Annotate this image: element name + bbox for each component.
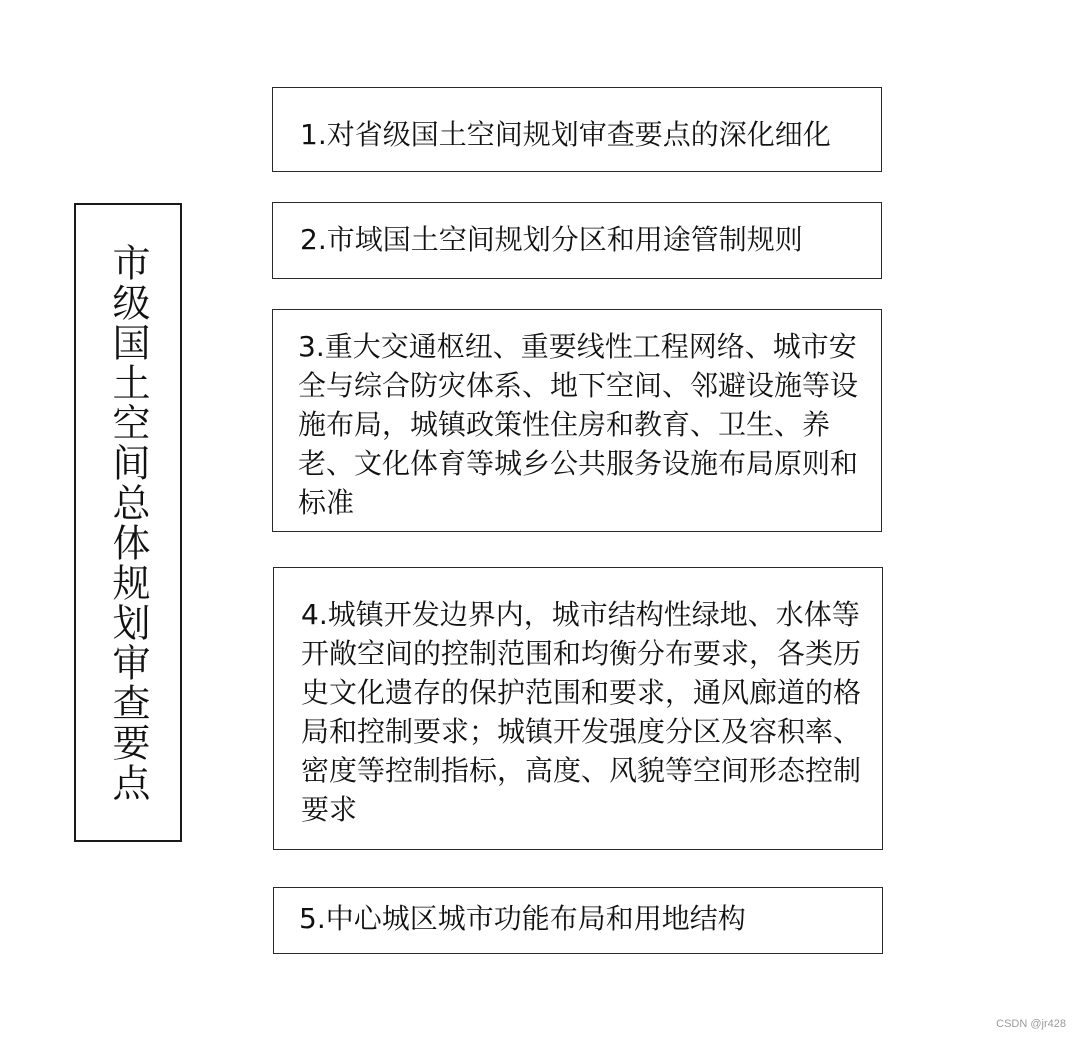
review-item-2-box xyxy=(272,202,882,279)
review-item-1-box xyxy=(272,87,882,172)
watermark: CSDN @jr428 xyxy=(996,1018,1066,1030)
review-item-2-text: 2.市域国土空间规划分区和用途管制规则 xyxy=(300,223,803,256)
review-item-5-box xyxy=(273,887,883,954)
review-item-1-text: 1.对省级国土空间规划审查要点的深化细化 xyxy=(300,118,831,151)
root-node-title: 市级国土空间总体规划审查要点 xyxy=(106,242,150,803)
review-item-5-text: 5.中心城区城市功能布局和用地结构 xyxy=(299,902,746,935)
review-item-4-text: 4.城镇开发边界内，城市结构性绿地、水体等开敞空间的控制范围和均衡分布要求，各类历史文化遗存的保护范围和要求，通风廊道的格局和控制要求；城镇开发强度分区及容积率、密度等控制指标，高度、风貌等空间形态控制要求 xyxy=(301,598,862,826)
root-node-box xyxy=(74,203,182,842)
review-item-3-text: 3.重大交通枢纽、重要线性工程网络、城市安全与综合防灾体系、地下空间、邻避设施等设施布局，城镇政策性住房和教育、卫生、养老、文化体育等城乡公共服务设施布局原则和标准 xyxy=(298,330,859,519)
review-item-3-box xyxy=(272,309,882,532)
review-item-4-box xyxy=(273,567,883,850)
